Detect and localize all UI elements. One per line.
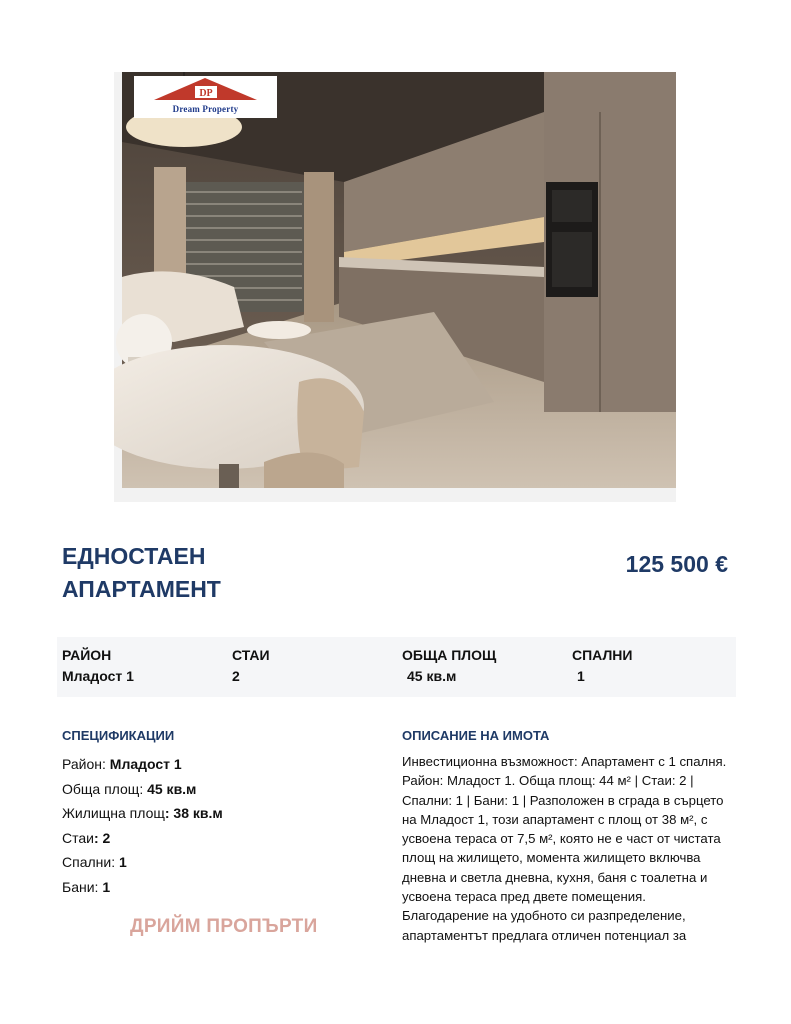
spec-rooms: Стаи: 2 [62, 829, 111, 846]
district-value: Младост 1 [62, 668, 134, 684]
description-text: Инвестиционна възможност: Апартамент с 1 спалня. Район: Младост 1. Обща площ: 44 м² | Стаи: 2 | Спални: 1 | Бани: 1 | Разположен в сграда в сърцето на Младост 1, този апартамент с площ от 38 м², с усвоена тераса от 7,5 м², която не е част от чистата площ на жилището, момента жилището включва дневна и светла дневна, кухня, баня с тоалетна и усвоена тераса пред двете помещения. Благодарение на удобното си разпределение, апартаментът предлага отличен потенциал за [402, 754, 727, 943]
description-heading: ОПИСАНИЕ НА ИМОТА [402, 728, 550, 743]
logo-text: Dream Property [172, 104, 239, 114]
spec-district: Район: Младост 1 [62, 756, 182, 772]
specs-list [62, 752, 362, 900]
bedrooms-label: СПАЛНИ [572, 647, 633, 663]
summary-strip [57, 637, 736, 697]
specs-heading: СПЕЦИФИКАЦИИ [62, 728, 175, 743]
bedrooms-value: 1 [577, 668, 585, 684]
brand-name: ДРИЙМ ПРОПЪРТИ [130, 916, 318, 937]
title-line-1: ЕДНОСТАЕН [62, 543, 206, 569]
rooms-value: 2 [232, 668, 240, 684]
spec-baths: Бани: 1 [62, 878, 111, 895]
property-photo [114, 72, 676, 502]
title-line-2: АПАРТАМЕНТ [62, 576, 221, 602]
listing-title [62, 540, 362, 606]
listing-price: 125 500 € [625, 551, 728, 577]
spec-bedrooms: Спални: 1 [62, 854, 127, 871]
district-label: РАЙОН [62, 647, 112, 663]
company-logo [134, 76, 277, 118]
rooms-label: СТАИ [232, 647, 270, 663]
svg-text:DP: DP [199, 88, 213, 99]
area-value: 45 кв.м [407, 668, 457, 684]
spec-living-area: Жилищна площ: 38 кв.м [62, 805, 223, 822]
area-label: ОБЩА ПЛОЩ [402, 647, 497, 663]
spec-total-area: Обща площ: 45 кв.м [62, 780, 197, 797]
